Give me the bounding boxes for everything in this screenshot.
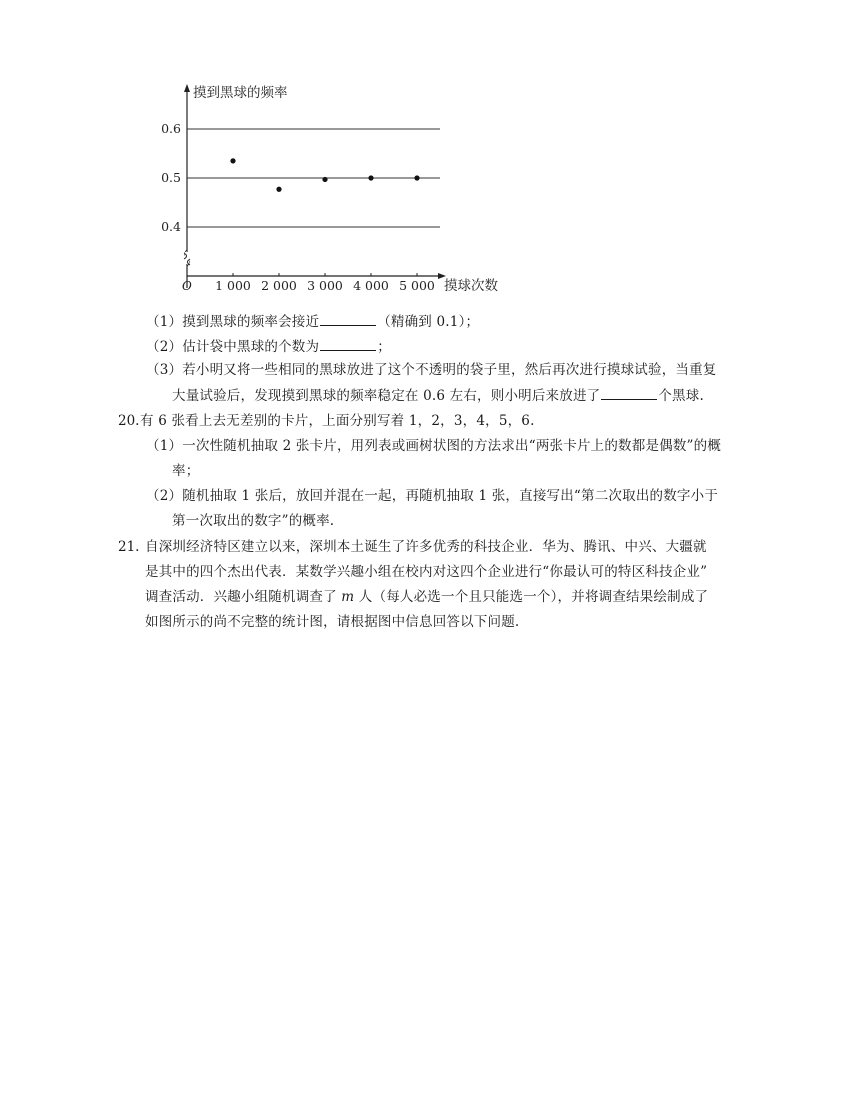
q20-part2-line2: 第一次取出的数字”的概率. (172, 513, 335, 529)
q20-part1-line1: （1）一次性随机抽取 2 张卡片，用列表或画树状图的方法求出“两张卡片上的数都是偶数”的概 (146, 438, 722, 454)
q21-line3-prefix: 调查活动．兴趣小组随机调查了 (145, 589, 342, 605)
q20-number: 20. (118, 413, 140, 429)
q19-part3-suffix: 个黑球. (658, 388, 704, 404)
q19-part1-suffix: （精确到 0.1）； (377, 314, 480, 330)
gridlines (187, 129, 440, 227)
q19-part2-suffix: ； (377, 339, 391, 355)
data-point (276, 187, 281, 192)
frequency-scatter-chart (150, 78, 520, 300)
q20-part1-line2: 率； (172, 463, 200, 479)
x-tick-label: 5 000 (399, 278, 435, 293)
q21-line2: 是其中的四个杰出代表．某数学兴趣小组在校内对这四个企业进行“你最认可的特区科技企业” (145, 564, 708, 580)
q20-part2-line1: （2）随机抽取 1 张后，放回并混在一起，再随机抽取 1 张，直接写出“第二次取出的数字小于 (146, 488, 719, 504)
q20-stem: 有 6 张看上去无差别的卡片，上面分别写着 1，2，3，4，5，6. (140, 413, 535, 429)
data-point (368, 175, 373, 180)
q21-line4: 如图所示的尚不完整的统计图，请根据图中信息回答以下问题. (145, 614, 520, 630)
origin-label: O (182, 279, 192, 293)
x-tick-label: 4 000 (353, 278, 389, 293)
q21-line3-suffix: 人（每人必选一个且只能选一个），并将调查结果绘制成了 (354, 589, 709, 605)
x-tick-label: 1 000 (215, 278, 251, 293)
q21-line3 (145, 587, 708, 607)
q19-part1 (146, 311, 479, 332)
data-point (414, 175, 419, 180)
q19-part2-blank[interactable] (320, 336, 376, 351)
x-axis-title: 摸球次数 (444, 278, 498, 294)
data-point (230, 158, 235, 163)
x-tick-label: 2 000 (261, 278, 297, 293)
y-tick-label: 0.4 (161, 219, 181, 234)
q19-part3-line1: （3）若小明又将一些相同的黑球放进了这个不透明的袋子里，然后再次进行摸球试验，当重复 (146, 362, 717, 378)
y-axis-arrow (184, 84, 190, 92)
q19-part3-prefix: 大量试验后，发现摸到黑球的频率稳定在 0.6 左右，则小明后来放进了 (172, 388, 601, 404)
q19-part1-blank[interactable] (320, 311, 376, 326)
y-tick-labels (161, 121, 181, 234)
q19-part3-line2 (172, 385, 704, 406)
q21-variable-m: m (341, 589, 355, 605)
q19-part1-prefix: （1）摸到黑球的频率会接近 (146, 314, 320, 330)
y-tick-label: 0.5 (161, 170, 181, 185)
y-tick-label: 0.6 (161, 121, 181, 136)
q19-part2 (146, 336, 391, 357)
q19-part2-prefix: （2）估计袋中黑球的个数为 (146, 339, 320, 355)
q21-number: 21. (118, 539, 140, 555)
q21-line1: 自深圳经济特区建立以来，深圳本土诞生了许多优秀的科技企业．华为、腾讯、中兴、大疆就 (145, 539, 707, 555)
x-tick-label: 3 000 (307, 278, 343, 293)
chart-canvas (150, 78, 520, 300)
y-axis-title: 摸到黑球的频率 (193, 85, 288, 101)
q19-part3-blank[interactable] (601, 385, 657, 400)
data-point (322, 177, 327, 182)
data-points (230, 158, 419, 192)
